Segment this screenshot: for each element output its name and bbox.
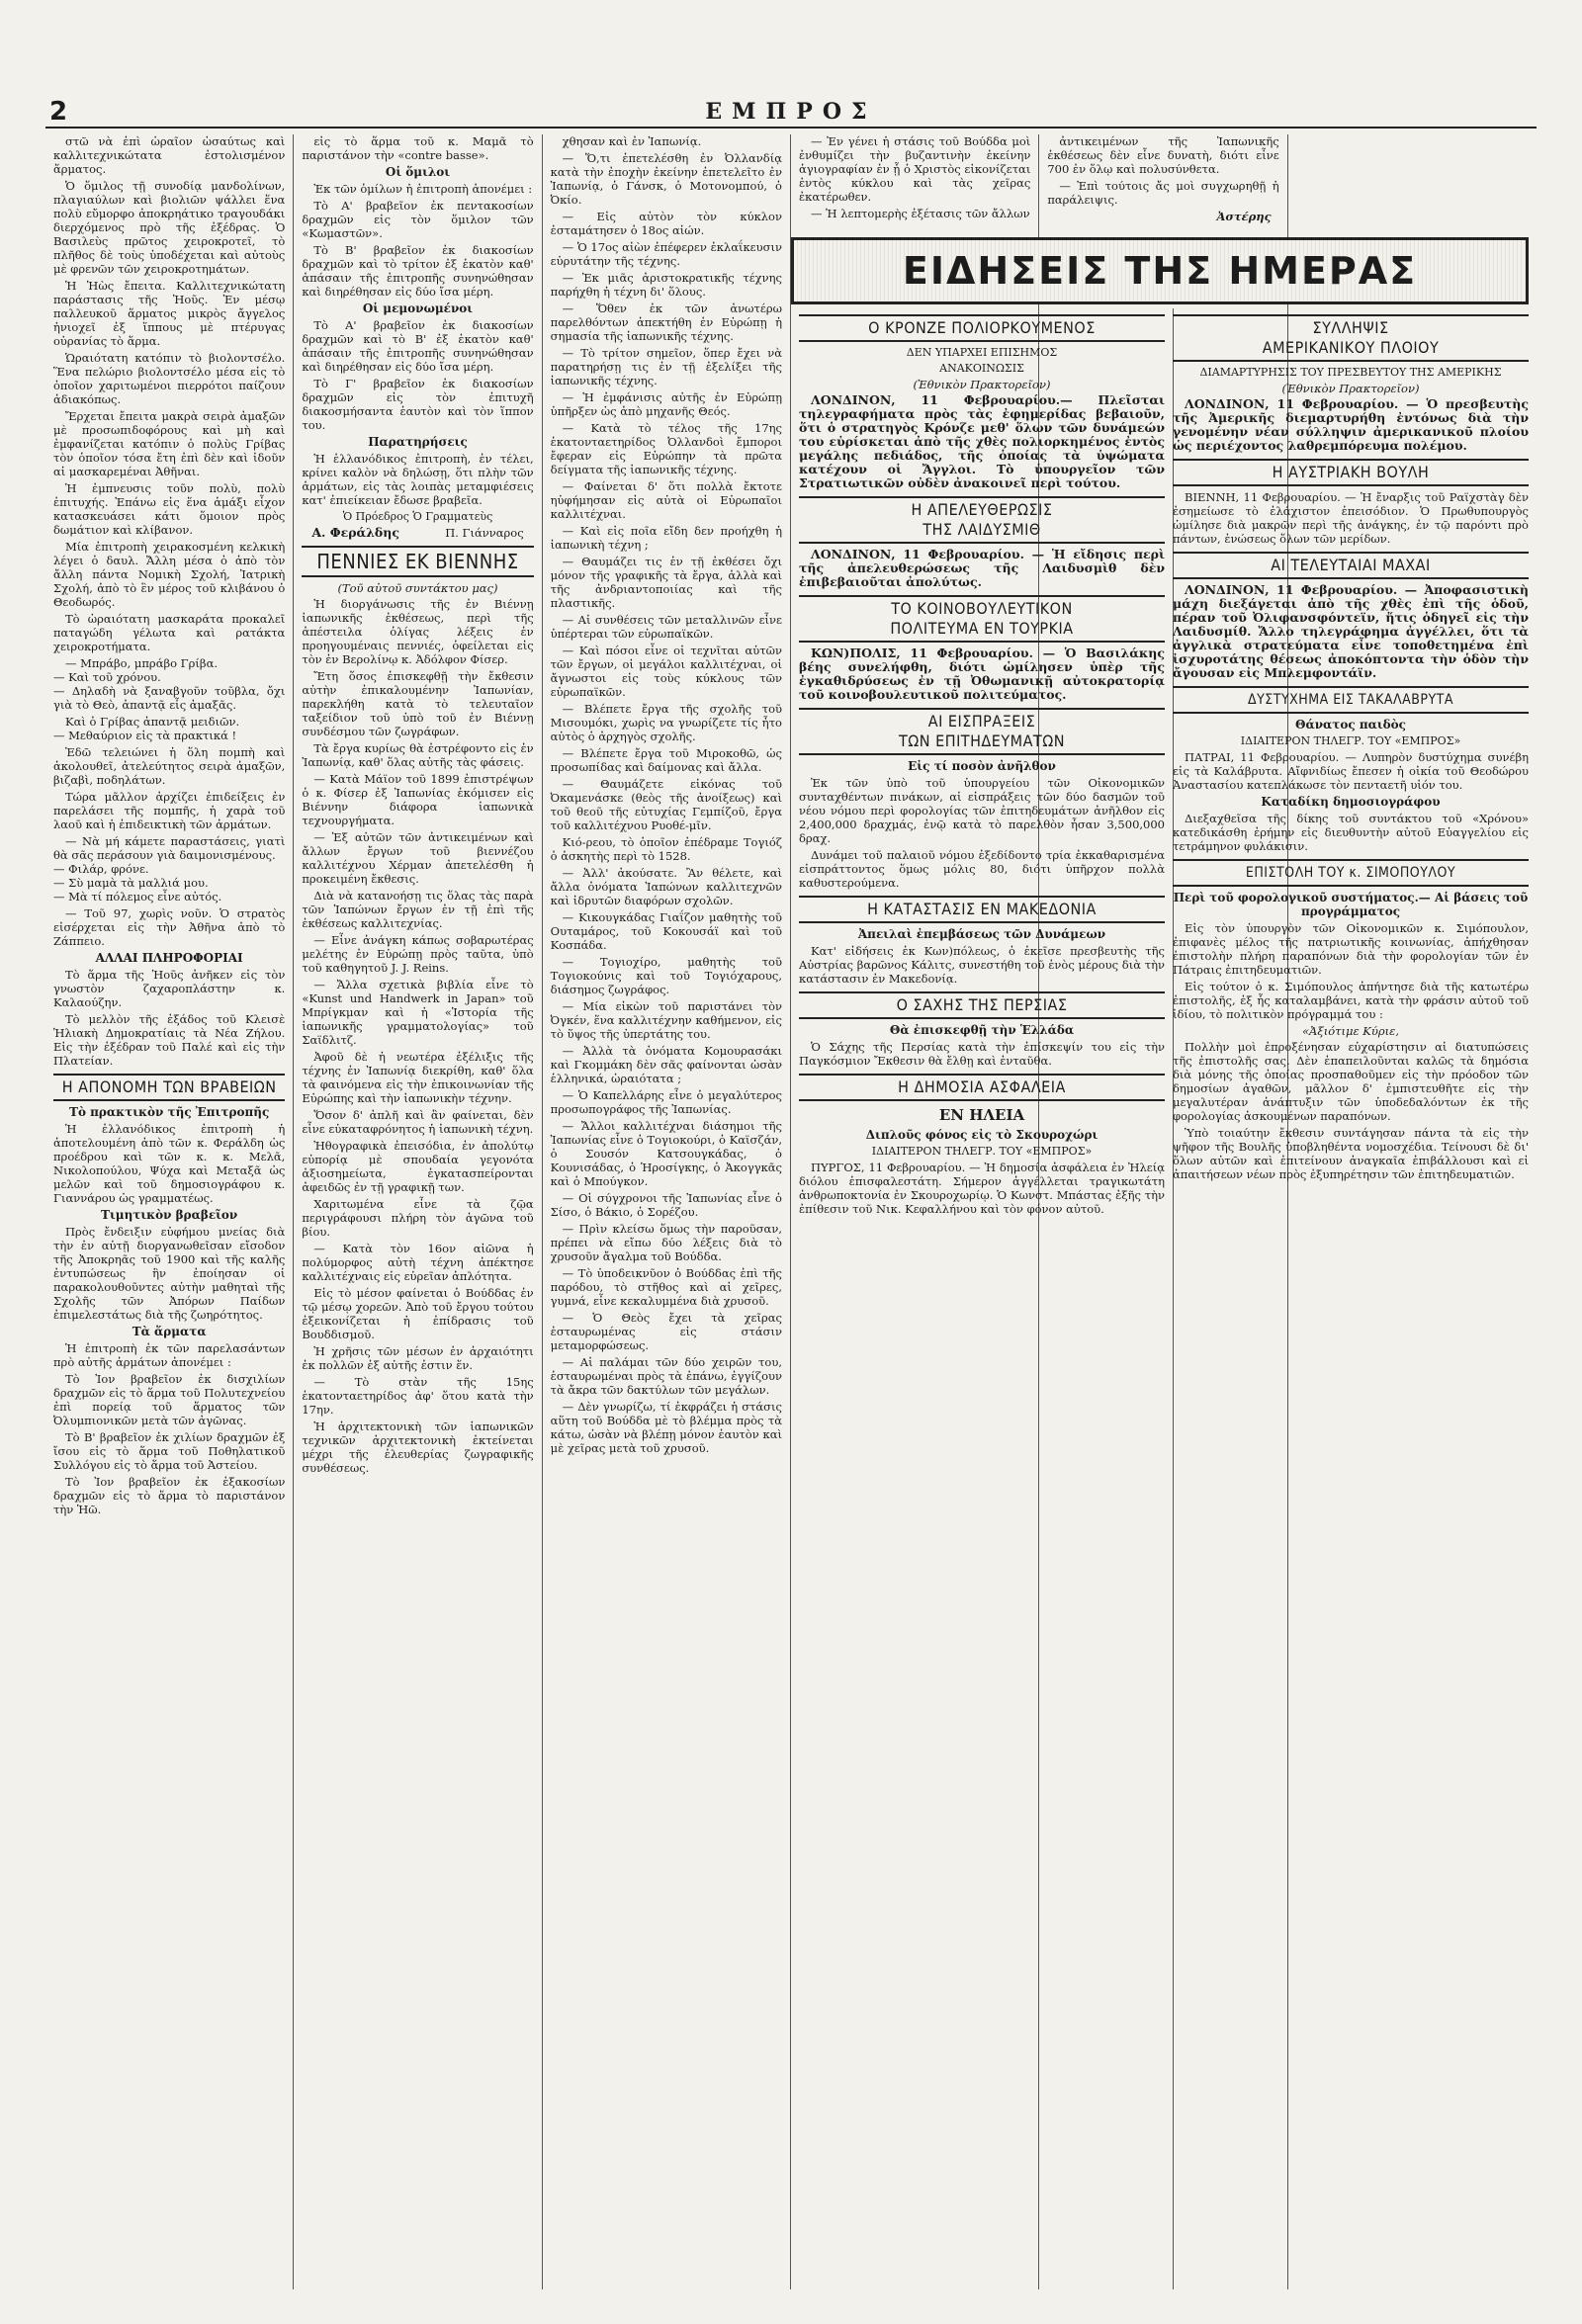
signatures — [302, 526, 533, 540]
paragraph: — Θαυμάζετε εἰκόνας τοῦ Ὀκαμενάσκε (θεὸς τῆς ἀνοίξεως) καὶ τοῦ θεοῦ τῆς εὐτυχίας Γεμπίζοῦ, ἔργα τοῦ καλλιτέχνου Ρυοθέ-μῖν. — [550, 777, 782, 832]
paragraph: — Εἰς αὐτὸν τὸν κύκλον ἐσταμάτησεν ὁ 18ος αἰών. — [550, 210, 782, 237]
paragraph: ΛΟΝΔΙΝΟΝ, 11 Φεβρουαρίου. — Ὁ πρεσβευτὴς τῆς Ἀμερικῆς διεμαρτυρήθη ἐντόνως διὰ τὴν γενομένην νέαν σύλληψιν ἀμερικανικοῦ πλοίου ὡς περιέχοντος λαθρεμπόρευμα πολέμου. — [1173, 396, 1529, 453]
headline-line: ΑΙ ΕΙΣΠΡΑΞΕΙΣ — [927, 712, 1036, 731]
paragraph: — Κατὰ Μάϊον τοῦ 1899 ἐπιστρέψων ὁ κ. Φίσερ ἐξ Ἰαπωνίας ἐκόμισεν εἰς Βιέννην διάφορα ἰαπωνικὰ τεχνουργήματα. — [302, 772, 534, 827]
paragraph: — Ὅ,τι ἐπετελέσθη ἐν Ὀλλανδίᾳ κατὰ τὴν ἐποχὴν ἐκείνην ἐπετελεῖτο ἐν Ἰαπωνίᾳ, ὁ Γάνσκ, ὁ Μοτονομπού, ὁ Ὀκίο. — [550, 151, 782, 207]
headline-line: ΤΩΝ ΕΠΙΤΗΔΕΥΜΑΤΩΝ — [899, 732, 1065, 750]
headline-letter: ΕΠΙΣΤΟΛΗ ΤΟΥ κ. ΣΙΜΟΠΟΥΛΟΥ — [1173, 859, 1529, 887]
paragraph: — Κατὰ τὸν 16ον αἰῶνα ἡ πολύμορφος αὐτὴ τέχνη ἀπέκτησε καλλιτέχναις εἰς εὐρεῖαν ἀπλότητα. — [302, 1242, 534, 1283]
paragraph: — Ἄλλοι καλλιτέχναι διάσημοι τῆς Ἰαπωνίας εἶνε ὁ Τογιοκούρι, ὁ Καϊσζάν, ὁ Σουσόν Κατσουγκάδας, ὁ Κουνισάδας, ὁ Ἡροσίγκης, ὁ Ἀκογγκᾶς καὶ ὁ Μπούγκον. — [550, 1119, 782, 1188]
paragraph: Τώρα μᾶλλον ἀρχίζει ἐπιδείξεις ἐν παρελάσει τῆς πομπῆς, ἡ χαρὰ τοῦ λαοῦ καὶ ἡ ἐπιδεικτικὴ τῶν ἁρμάτων. — [53, 790, 286, 831]
headline-bronze: Ο ΚΡΟΝΖΕ ΠΟΛΙΟΡΚΟΥΜΕΝΟΣ — [799, 314, 1165, 342]
paragraph: — Καὶ εἰς ποῖα εἴδη δεν προήχθη ἡ ἰαπωνικὴ τέχνη ; — [550, 524, 782, 552]
paragraph: ΠΥΡΓΟΣ, 11 Φεβρουαρίου. — Ἡ δημοσία ἀσφάλεια ἐν Ἠλείᾳ διόλου ἐπισφαλεστάτη. Σήμερον ἀγγέλλεται τραγικωτάτη ἀνθρωποκτονία ἐν Σκουροχωρίῳ. Ὁ Κωνστ. Μπάστας ἐξῆς τὴν ἐπίθεσιν τοῦ Νικ. Κεφαλλήνου καὶ τὸν φόνον αὐτοῦ. — [799, 1161, 1165, 1216]
paragraph: — Ἐκ μιᾶς ἀριστοκρατικῆς τέχνης παρήχθη ἡ τέχνη δι' ὅλους. — [550, 271, 782, 299]
paragraph: Ἔρχεται ἔπειτα μακρὰ σειρὰ ἀμαξῶν μὲ προσωπιδοφόρους καὶ μὴ καὶ ἐμφανίζεται κατόπιν ὁ πολὺς Γρίβας τὸν ὁποῖον τόσα ἔτη ἐπὶ δὲν καὶ ἰδοῦν αἱ μασκαρεμέναι Ἀθῆναι. — [53, 409, 286, 478]
paragraph: — Ἡ ἐμφάνισις αὐτῆς ἐν Εὐρώπῃ ὑπῆρξεν ὡς ἀπὸ μηχανῆς Θεός. — [550, 390, 782, 418]
signature-secretary: Π. Γιάνναρος — [445, 526, 524, 540]
paragraph: Διὰ νὰ κατανοήσῃ τις ὅλας τὰς παρὰ τῶν Ἰαπώνων ἔργων ἐν τῇ ἐπὶ τῆς ἐκθέσεως καλλιτεχνίας. — [302, 889, 534, 930]
headline-persia: Ο ΣΑΧΗΣ ΤΗΣ ΠΕΡΣΙΑΣ — [799, 991, 1165, 1019]
headline-macedonia: Η ΚΑΤΑΣΤΑΣΙΣ ΕΝ ΜΑΚΕΔΟΝΙΑ — [799, 896, 1165, 923]
paragraph: Ἔτη ὅσος ἐπισκεφθῇ τὴν ἔκθεσιν αὐτὴν ἐπικαλουμένην Ἰαπωνίαν, παρεκλήθη κατὰ τὸ τελευταῖον ταξείδιον τοῦ ὑπὸ τοῦ ἐν Βιέννῃ συνδέσμου τῶν ζωγράφων. — [302, 669, 534, 738]
paragraph: — Ὅθεν ἐκ τῶν ἀνωτέρω παρελθόντων ἀπεκτήθη ἐν Εὐρώπῃ ἡ σημασία τῆς ἰαπωνικῆς τέχνης. — [550, 301, 782, 343]
column-3 — [543, 134, 791, 2289]
page-number: 2 — [49, 97, 68, 127]
paragraph: — Ἐν γένει ἡ στάσις τοῦ Βούδδα μοὶ ἐνθυμίζει τὴν βυζαντινὴν ἐκείνην ἁγιογραφίαν ἐν ᾗ ὁ Χριστὸς εἰκονίζεται ἐντὸς κύκλου καὶ τὰς χεῖρας ἐκατέρωθεν. — [798, 134, 1031, 204]
paragraph: Ἐδῶ τελειώνει ἡ ὅλη πομπὴ καὶ ἀκολουθεῖ, ἀτελεύτητος σειρὰ ἀμαξῶν, βιζαβὶ, ποδηλάτων. — [53, 745, 286, 787]
paragraph: Ἡ ἀρχιτεκτονικὴ τῶν ἰαπωνικῶν τεχνικῶν ἀρχιτεκτονικὴ ἐκτείνεται μέχρι τῆς ἐλευθερίας ζωγραφικῆς συνθέσεως. — [302, 1420, 534, 1475]
paragraph: Τὸ Ἰον βραβεῖον ἐκ δισχιλίων δραχμῶν εἰς τὸ ἅρμα τοῦ Πολυτεχνείου ἐπὶ πορείᾳ τοῦ ἅρματος τῶν Ὀλυμπιονικῶν μετὰ τῶν ἀγῶνας. — [53, 1372, 286, 1427]
signature-roles: Ὁ Πρόεδρος Ὁ Γραμματεὺς — [342, 510, 493, 523]
paragraph: — Φαίνεται δ' ὅτι πολλὰ ἔκτοτε ηὐφήμησαν εἰς αὐτὰ οἱ Εὐρωπαῖοι καλλιτέχναι. — [550, 479, 782, 521]
headline-austrian-parliament: Η ΑΥΣΤΡΙΑΚΗ ΒΟΥΛΗ — [1173, 459, 1529, 486]
paragraph: — Τογιοχίρο, μαθητὴς τοῦ Τογιοκούνις καὶ τοῦ Τογιόχαρους, διάσημος ζωγράφος. — [550, 955, 782, 996]
headline-public-security: Η ΔΗΜΟΣΙΑ ΑΣΦΑΛΕΙΑ — [799, 1074, 1165, 1101]
paragraph: — Τοῦ 97, χωρὶς νοῦν. Ὁ στρατὸς εἰσέρχεται εἰς τὴν Ἀθῆνα ἀπὸ τὸ Ζάππειο. — [53, 906, 286, 948]
paragraph: — Ἐπὶ τούτοις ἄς μοὶ συγχωρηθῇ ἡ παράλειψις. — [1047, 179, 1279, 207]
paragraph: — Εἶνε ἀνάγκη κάπως σοβαρωτέρας μελέτης ἐν Εὐρώπῃ πρὸς ταῦτα, ὑπὸ τοῦ καθηγητοῦ J. J. Reins. — [302, 933, 534, 975]
signature-president: Α. Φεράλδης — [311, 525, 399, 540]
paragraph: Ἐκ τῶν ὁμίλων ἡ ἐπιτροπὴ ἀπονέμει : — [313, 182, 533, 196]
paragraph: — Αἱ παλάμαι τῶν δύο χειρῶν του, ἐσταυρωμέναι πρὸς τὰ ἐπάνω, ἐγγίζουν τὰ ἄκρα τῶν δακτύλων τῶν μεγάλων. — [550, 1355, 782, 1397]
newspaper-name: ΕΜΠΡΟΣ — [705, 99, 877, 125]
paragraph: — Ἀλλ' ἀκούσατε. Ἂν θέλετε, καὶ ἄλλα ὀνόματα Ἰαπώνων καλλιτεχνῶν καὶ ἱδρυτῶν διαφόρων σχολῶν. — [550, 866, 782, 907]
paragraph: — Αἱ συνθέσεις τῶν μεταλλινῶν εἶνε ὑπέρτεραι τῶν εὐρωπαϊκῶν. — [550, 613, 782, 641]
banner-news-of-the-day: ΕΙΔΗΣΕΙΣ ΤΗΣ ΗΜΕΡΑΣ — [791, 237, 1529, 304]
subheading-chariots: Τὰ ἅρματα — [132, 1325, 207, 1338]
paragraph: — Ὁ Καπελλάρης εἶνε ὁ μεγαλύτερος προσωπογράφος τῆς Ἰαπωνίας. — [550, 1088, 782, 1116]
headline-last-battles: ΑΙ ΤΕΛΕΥΤΑΙΑΙ ΜΑΧΑΙ — [1173, 552, 1529, 579]
subheading-committee-minutes: Τὸ πρακτικὸν τῆς Ἐπιτροπῆς — [69, 1105, 270, 1119]
paragraph: Χαριτωμένα εἶνε τὰ ζῷα περιγράφουσι πλήρη τὸν ἀγῶνα τοῦ βίου. — [302, 1197, 534, 1239]
subheading: ΑΝΑΚΟΙΝΩΣΙΣ — [939, 362, 1024, 375]
letter-salutation: «Ἀξιότιμε Κύριε, — [1302, 1024, 1399, 1038]
headline-ladysmith — [799, 496, 1165, 544]
paragraph: Εἰς τὸν ὑπουργὸν τῶν Οἰκονομικῶν κ. Σιμόπουλον, ἐπιφανὲς μέλος τῆς πατριωτικῆς κοινωνίας, ἀπήχθησαν ἐπιστολὴν πλήρη παραπόνων διὰ τὴν φορολογίαν τῶν ἐν Πάτραις ἐπιτηδευματιῶν. — [1173, 921, 1529, 977]
paragraph: — Μία εἰκὼν τοῦ παριστάνει τὸν Ὀγκέν, ἕνα καλλιτέχνην καθήμενον, εἰς τὸ ὕψος τῆς ὑπερτάτης του. — [550, 999, 782, 1041]
paragraph: Ὁ Σάχης τῆς Περσίας κατὰ τὴν ἐπίσκεψίν του εἰς τὴν Παγκόσμιον Ἔκθεσιν θὰ ἔλθῃ καὶ ἐνταῦθα. — [799, 1040, 1165, 1068]
headline-turkey — [799, 595, 1165, 643]
paragraph: — Κικουγκάδας Γιαΐζον μαθητὴς τοῦ Ουταμάρος, τοῦ Κοκουσάϊ καὶ τοῦ Κοσπάδα. — [550, 910, 782, 952]
paragraph: — Ἡ λεπτομερὴς ἐξέτασις τῶν ἄλλων — [810, 207, 1030, 220]
paragraph: Ἡθογραφικὰ ἐπεισόδια, ἐν ἀπολύτῳ εὐπορίᾳ μὲ σπουδαία γεγονότα ἀξιοσημείωτα, ἐγκατασπείρονται ἀφειδῶς ἐν τῇ γραφικῇ των. — [302, 1139, 534, 1194]
paragraph: Πρὸς ἔνδειξιν εὐφήμου μνείας διὰ τὴν ἐν αὐτῇ διοργανωθεῖσαν εἴσοδον τῆς Ἀποκρηᾶς τοῦ 1900 καὶ τῆς καλῆς ἐντυπώσεως ἣν ἐποίησαν οἱ παρακολουθοῦντες αὐτὴν μαθηταὶ τῆς Σχολῆς τῶν Ἀπόρων Παίδων ἐπιμελεστάτως διὰ τῆς ζωηρότητος. — [53, 1225, 286, 1322]
headline-line: ΤΟ ΚΟΙΝΟΒΟΥΛΕΥΤΙΚΟΝ — [891, 599, 1073, 618]
paragraph: — Ὁ 17ος αἰὼν ἐπέφερεν ἐκλαΐκευσιν εὐρυτάτην τῆς τέχνης. — [550, 240, 782, 268]
paragraph: — Δὲν γνωρίζω, τί ἐκφράζει ἡ στάσις αὕτη τοῦ Βούδδα μὲ τὸ βλέμμα πρὸς τὰ κάτω, ὡσὰν νὰ βλέπῃ μόνον ἑαυτὸν καὶ μὲ χεῖρας μετὰ τοῦ χρυσοῦ. — [550, 1400, 782, 1455]
source-credit: ΙΔΙΑΙΤΕΡΟΝ ΤΗΛΕΓΡ. ΤΟΥ «ΕΜΠΡΟΣ» — [871, 1145, 1093, 1158]
byline: (Τοῦ αὐτοῦ συντάκτου μας) — [337, 581, 498, 595]
paragraph: Ἡ διοργάνωσις τῆς ἐν Βιέννῃ ἰαπωνικῆς ἐκθέσεως, περὶ τῆς ἀπέστειλα ὀλίγας λέξεις ἐν προηγουμέναις πεννιές, ὀφείλεται εἰς τὸν ἐν Βερολίνῳ κ. Ἀδόλφον Φίσερ. — [302, 597, 534, 666]
column-2 — [294, 134, 542, 2289]
paragraph: Ἡ χρῆσις τῶν μέσων ἐν ἀρχαιότητι ἐκ πολλῶν ἐξ αὐτῆς ἐστιν ἕν. — [302, 1344, 534, 1372]
agency-credit: (Ἑθνικὸν Πρακτορεῖον) — [913, 378, 1051, 391]
paragraph: Ἡ ἐπιτροπὴ ἐκ τῶν παρελασάντων πρὸ αὐτῆς ἁρμάτων ἀπονέμει : — [53, 1341, 286, 1369]
paragraph: Πολλὴν μοὶ ἐπροξένησαν εὐχαρίστησιν αἱ διατυπώσεις τῆς ἐπιστολῆς σας. Δὲν ἐπαπειλοῦνται καλῶς τὰ δημόσια διὰ μόνης τῆς ὁποίας προσπαθοῦμεν εἰς τὴν πρόοδον τῶν δημοσίων ἀγαθῶν, μᾶλλον δ' ἐμπιστευθῆτε εἰς τὴν μεγαλυτέραν ἀνάπτυξιν τῶν ὑποδεδαλόντων ἐκ τῆς φορολογίας ἀσκουμένων παραπόνων. — [1173, 1040, 1529, 1123]
paragraph: — Καὶ πόσοι εἶνε οἱ τεχνῖται αὐτῶν τῶν ἔργων, οἱ μεγάλοι καλλιτέχναι, οἱ ἄγνωστοι εἰς τοὺς κύκλους τῶν εὐρωπαϊκῶν. — [550, 644, 782, 699]
paragraph: ἀντικειμένων τῆς Ἰαπωνικῆς ἐκθέσεως δὲν εἶνε δυνατὴ, διότι εἶνε 700 ἐν ὅλῳ καὶ πολυσύνθετα. — [1047, 134, 1279, 176]
paragraph: — Βλέπετε ἔργα τῆς σχολῆς τοῦ Μισουμόκι, χωρὶς να γνωρίζετε τίς ἦτο αὐτὸς ὁ ἀρχηγὸς σχολῆς. — [550, 702, 782, 743]
paragraph: Ἐκ τῶν ὑπὸ τοῦ ὑπουργείου τῶν Οἰκονομικῶν συνταχθέντων πινάκων, αἱ εἰσπράξεις τῶν δύο δασμῶν τοῦ νέου νόμου περὶ φορολογίας τῶν ἐπιτηδευμάτων ἀνῆλθον εἰς 2,400,000 δραχμάς, ἐνῷ κατὰ τὸ παρελθὸν ἦσαν 3,500,000 δραχ. — [799, 776, 1165, 845]
headline-place: ΕΝ ΗΛΕΙΑ — [938, 1106, 1025, 1124]
news-column-left — [791, 308, 1174, 2289]
headline-ship-seizure — [1173, 314, 1529, 362]
paragraph: ΛΟΝΔΙΝΟΝ, 11 Φεβρουαρίου. — Ἡ εἴδησις περὶ τῆς ἀπελευθερώσεως τῆς Λαιδυσμὶθ δὲν ἐπιβεβαιοῦται ἀπολύτως. — [799, 547, 1165, 589]
paragraph: Ὅσον δ' ἀπλῆ καὶ ἂν φαίνεται, δὲν εἶνε εὐκαταφρόνητος ἡ ἰαπωνικὴ τέχνη. — [302, 1108, 534, 1136]
paragraph: — Ἐξ αὐτῶν τῶν ἀντικειμένων καὶ ἄλλων ἔργων τοῦ βιεννέζου καλλιτέχνου Χέρμαν ἀπετελέσθη ἡ προκειμένη ἔκθεσις. — [302, 830, 534, 886]
author-signature: Ἀστέρης — [1216, 210, 1272, 223]
masthead — [45, 97, 1537, 129]
subheading: ΔΕΝ ΥΠΑΡΧΕΙ ΕΠΙΣΗΜΟΣ — [906, 346, 1058, 359]
subheading: Περὶ τοῦ φορολογικοῦ συστήματος.— Αἱ βάσεις τοῦ προγράμματος — [1173, 891, 1529, 918]
paragraph: Ὁ ὅμιλος τῇ συνοδίᾳ μανδολίνων, πλαγιαύλων καὶ βιολιῶν ψάλλει ἕνα πολὺ εὔμορφο ἀποκρηάτικο τραγουδάκι διερχόμενος πρὸ τῆς ἐξέδρας. Ὁ Βασιλεὺς πρῶτος χειροκροτεῖ, τὸ πλῆθος δὲ τοὺς ὑποδέχεται καὶ αὐτοὺς μὲ φρενῶν τῶν χειροκροτημάτων. — [53, 179, 286, 276]
subheading: Θάνατος παιδὸς — [1295, 718, 1406, 732]
paragraph: Κατ' εἰδήσεις ἐκ Κων)πόλεως, ὁ ἐκεῖσε πρεσβευτὴς τῆς Αὐστρίας βαρῶνος Κάλιτς, συνεστήθη τοῦ ἑνὸς μέρους διὰ τὴν κατάστασιν ἐν Μακεδονίᾳ. — [799, 944, 1165, 986]
headline-accident: ΔΥΣΤΥΧΗΜΑ ΕΙΣ ΤΑΚΑΛΑΒΡΥΤΑ — [1173, 686, 1529, 714]
paragraph: — Τὸ ὑποδεικνῦον ὁ Βούδδας ἐπὶ τῆς παρόδου, τὸ στῆθος καὶ αἱ χεῖρες, γυμνά, εἶνε κεκαλυμμένα διὰ χρυσοῦ. — [550, 1266, 782, 1308]
subheading: Θὰ ἐπισκεφθῇ τὴν Ἑλλάδα — [889, 1023, 1075, 1037]
subheading: Καταδίκη δημοσιογράφου — [1261, 795, 1441, 809]
paragraph: — Νὰ μή κάμετε παραστάσεις, γιατὶ θὰ σᾶς περάσουν γιὰ δαιμονισμένους. — Φιλάρ, φρόνε. — Σὺ μαμὰ τὰ μαλλιά μου. — Μὰ τί πόλεμος εἶνε αὐτός. — [53, 834, 286, 904]
paragraph: — Τὸ τρίτον σημεῖον, ὅπερ ἔχει νὰ παρατηρήσῃ τις ἐν τῇ ἐξελίξει τῆς ἰαπωνικῆς τέχνης. — [550, 346, 782, 387]
subheading: Εἰς τί ποσὸν ἀνῆλθον — [908, 759, 1056, 773]
headline-line: ΣΥΛΛΗΨΙΣ — [1312, 318, 1389, 337]
column-1 — [45, 134, 294, 2289]
paragraph: Ἡ Ἡὼς ἔπειτα. Καλλιτεχνικώτατη παράστασις τῆς Ἠοῦς. Ἐν μέσῳ παλλευκοῦ ἅρματος μικρὸς ἄγγελος ἡνιοχεῖ ἐξ ἵππους μὲ πτέρυγας οὐρανίας τὸ ἅρμα. — [53, 279, 286, 348]
paragraph: στῶ νὰ ἐπὶ ὡραῖον ὡσαύτως καὶ καλλιτεχνικώτατα ἐστολισμένον ἅρματος. — [53, 134, 286, 176]
subheading: ΔΙΑΜΑΡΤΥΡΗΣΙΣ ΤΟΥ ΠΡΕΣΒΕΥΤΟΥ ΤΗΣ ΑΜΕΡΙΚΗΣ — [1199, 366, 1502, 379]
paragraph: Ὑπὸ τοιαύτην ἔκθεσιν συντάγησαν πάντα τὰ εἰς τὴν ψῆφον τῆς Βουλῆς ὑποβληθέντα νομοσχέδια. Τείνουσι δὲ δι' ὅλων αὐτῶν καὶ ἐπιτείνουν ἀναγκαῖα ἐπιβάλλουσι καὶ εἰ ἀπαιτήσεων νέων πρὸς ἐξυπηρέτησιν τῶν ἐπιτηδευματιῶν. — [1173, 1126, 1529, 1181]
source-credit: ΙΔΙΑΙΤΕΡΟΝ ΤΗΛΕΓΡ. ΤΟΥ «ΕΜΠΡΟΣ» — [1240, 734, 1461, 747]
paragraph: Καὶ ὁ Γρίβας ἀπαντᾷ μειδιῶν. — Μεθαύριον εἰς τὰ πρακτικά ! — [53, 715, 240, 742]
section-title-other-info: ΑΛΛΑΙ ΠΛΗΡΟΦΟΡΙΑΙ — [95, 951, 243, 965]
paragraph: Τὸ μελλὸν τῆς ἐξάδος τοῦ Κλεισὲ Ἡλιακὴ Δημοκρατίαις τὰ Νέα Ζήλου. Εἰς τὴν ἐξέδραν τοῦ Παλέ καὶ εἰς τὴν Πλατείαν. — [53, 1012, 286, 1068]
paragraph: Τὰ ἔργα κυρίως θὰ ἐστρέφοντο εἰς ἐν Ἰαπωνίᾳ, καθ' ὅλας αὐτῆς τὰς φάσεις. — [302, 741, 534, 769]
headline-award-distribution: Η ΑΠΟΝΟΜΗ ΤΩΝ ΒΡΑΒΕΙΩΝ — [53, 1074, 285, 1101]
paragraph: — Οἱ σύγχρονοι τῆς Ἰαπωνίας εἶνε ὁ Σίσο, ὁ Βάκιο, ὁ Σορέζου. — [550, 1191, 782, 1219]
paragraph: ΛΟΝΔΙΝΟΝ, 11 Φεβρουαρίου. — Ἀποφασιστικὴ μάχη διεξάγεται ἀπὸ τῆς χθὲς ἐπὶ τῆς ὁδοῦ, πέραν τοῦ Ὀλιφανσφόντεϊν, ἥτις ὁδηγεῖ εἰς τὴν Λαιδυσμίθ. Ἄλλο τηλεγράφημα ἀγγέλλει, ὅτι τὰ ἀγγλικὰ στρατεύματα εἶνε τοποθετημένα ἐπὶ ἰσχυροτάτης θέσεως ἀποκόπτοντα τὴν ὁδὸν τὴν ἄγουσαν εἰς Μπλεμφοντάϊν. — [1173, 582, 1529, 680]
paragraph: Ἡ ἐμπνευσις τοῦν πολὺ, πολὺ ἐπιτυχής. Ἐπάνω εἰς ἕνα ἁμάξι εἶχον κατασκευάσει κάτι ὅμοιον πρὸς δωμάτιον καὶ κλίβανον. — [53, 481, 286, 537]
subheading-individuals: Οἱ μεμονωμένοι — [362, 301, 474, 315]
paragraph: εἰς τὸ ἅρμα τοῦ κ. Μαμᾶ τὸ παριστάνον τὴν «contre basse». — [302, 134, 534, 162]
news-column-right — [1165, 308, 1537, 2289]
paragraph: Μία ἐπιτροπὴ χειρακοσμένη κελκικὴ λέγει ὁ δαυλ. Ἄλλη μέσα ὁ ἀπὸ τὸν ἄλλη πάντα Νομικὴ Σχολή, Ἰατρικὴ Σχολή, ἀπὸ τὸ ἓν μέρος τοῦ κλιβάνου ὁ Θεοδωρός. — [53, 540, 286, 609]
paragraph: Εἰς τούτον ὁ κ. Σιμόπουλος ἀπήντησε διὰ τῆς κατωτέρω ἐπιστολῆς, ἐξ ἧς καταλαμβάνει, κατὰ τὴν φράσιν αὐτοῦ τοῦ ἰδίου, τὸ πολιτικὸν πρόγραμμά του : — [1173, 980, 1529, 1021]
paragraph: — Τὸ στὰν τῆς 15ης ἑκατονταετηρίδος ἀφ' ὅτου κατὰ τὴν 17ην. — [302, 1375, 534, 1417]
paragraph: Τὸ ἅρμα τῆς Ἠοῦς ἀνῆκεν εἰς τὸν γνωστὸν ζαχαροπλάστην κ. Καλαούζην. — [53, 968, 286, 1009]
paragraph: ΠΑΤΡΑΙ, 11 Φεβρουαρίου. — Λυπηρὸν δυστύχημα συνέβη εἰς τὰ Καλάβρυτα. Αἴφνιδίως ἔπεσεν ἡ οἰκία τοῦ Θεοδώρου Ἀναστασίου κατεπλάκωσε τὸν πενταετῆ υἱόν του. — [1173, 750, 1529, 792]
paragraph: χθησαν καὶ ἐν Ἰαπωνίᾳ. — [562, 134, 702, 148]
agency-credit: (Ἑθνικὸν Πρακτορεῖον) — [1281, 382, 1420, 395]
paragraph: Τὸ ὡραιότατη μασκαράτα προκαλεῖ παταγώδη γέλωτα καὶ ρατάκτα χειροκροτήματα. — [53, 612, 286, 653]
subheading: Ἀπειλαὶ ἐπεμβάσεως τῶν Δυνάμεων — [857, 927, 1106, 941]
paragraph: Τὸ Α' βραβεῖον ἐκ διακοσίων δραχμῶν καὶ τὸ Β' ἐξ ἑκατὸν καθ' ἁπάσαιν τῆς ἐπιτροπῆς συνηνώθησαν καὶ διηρέθησαν εἰς δύο ἴσα μέρη. — [302, 318, 534, 374]
paragraph: — Μπράβο, μπράβο Γρίβα. — Καὶ τοῦ χρόνου. — Δηλαδὴ νὰ ξαναβγοῦν τοῦβλα, ὄχι γιὰ τὸ Θεὸ, ἀπαντᾷ εἷς ἀμαξᾶς. — [53, 656, 286, 712]
paragraph: ΒΙΕΝΝΗ, 11 Φεβρουαρίου. — Ἡ ἔναρξις τοῦ Ραϊχστὰγ δὲν ἐσημείωσε τὸ ἐλάχιστον ἐπεισόδιον. Ὁ Πρωθυπουργὸς ὡμίλησε διὰ μακρῶν περὶ τῆς ἀνάγκης, ἐν τῷ παρόντι πρὸ πάντων, ἑνώσεως ὅλων τῶν μερίδων. — [1173, 490, 1529, 546]
headline-line: ΤΗΣ ΛΑΙΔΥΣΜΙΘ — [923, 520, 1041, 539]
headline-vienna: ΠΕΝΝΙΕΣ ΕΚ ΒΙΕΝΝΗΣ — [302, 546, 533, 577]
paragraph: — Ἄλλα σχετικὰ βιβλία εἶνε τὸ «Kunst und Handwerk in Japan» τοῦ Μπρίγκμαν καὶ ἡ «Ἱστορία τῆς ἰαπωνικῆς γραμματολογίας» τοῦ Σαϊδλιτζ. — [302, 978, 534, 1047]
paragraph: Διεξαχθεῖσα τῆς δίκης τοῦ συντάκτου τοῦ «Χρόνου» κατεδικάσθη ἐρήμην εἰς διευθυντὴν αὐτοῦ Εὐαγγελίου εἰς τετράμηνον φυλάκισιν. — [1173, 812, 1529, 853]
paragraph: Εἰς τὸ μέσον φαίνεται ὁ Βούδδας ἐν τῷ μέσῳ χορεῶν. Ἀπὸ τοῦ ἔργου τούτου ἐξεικονίζεται ἡ ἐπίδρασις τοῦ Βουδδισμοῦ. — [302, 1286, 534, 1341]
paragraph: Ἀφοῦ δὲ ἡ νεωτέρα ἐξέλιξις τῆς τέχνης ἐν Ἰαπωνίᾳ διεκρίθη, καθ' ὅλα τὰ φαινόμενα εἰς τὴν ἐπικοινωνίαν τῆς Εὐρώπης καὶ τὴν ἰαπωνικὴν τέχνην. — [302, 1050, 534, 1105]
paragraph: Τὸ Ἰον βραβεῖον ἐκ ἑξακοσίων δραχμῶν εἰς τὸ ἅρμα τὸ παριστάνον τὴν Ἡῶ. — [53, 1475, 286, 1516]
paragraph: Ὡραιότατη κατόπιν τὸ βιολοντσέλο. Ἕνα πελώριο βιολοντσέλο μέσα εἰς τὸ ὁποῖον χαριτωμένοι πιερρότοι παίζουν ἀδιακόπως. — [53, 351, 286, 406]
paragraph: Κιό-ρεου, τὸ ὁποῖον ἐπέδραμε Τογιόζ ὁ ἀσκητὴς περὶ τὸ 1528. — [550, 835, 782, 863]
paragraph: Δυνάμει τοῦ παλαιοῦ νόμου ἐξεδίδοντο τρία ἐκκαθαρισμένα εἰσπράττοντος ὅμως μόλις 80, διότι ὑπῆρχον πολλὰ καθυστερούμενα. — [799, 848, 1165, 890]
paragraph: Τὸ Α' βραβεῖον ἐκ πεντακοσίων δραχμῶν εἰς τὸν ὅμιλον τῶν «Κωμαστῶν». — [302, 199, 534, 240]
paragraph: — Βλέπετε ἔργα τοῦ Μιροκοθῶ, ὡς προσωπίδας καὶ δαίμονας καὶ ἄλλα. — [550, 746, 782, 774]
paragraph: Τὸ Γ' βραβεῖον ἐκ διακοσίων δραχμῶν εἰς τὸν ἐπιτυχῆ διακοσμήσαντα ἑαυτὸν καὶ τὸν ἵππον του. — [302, 377, 534, 432]
paragraph: — Ἀλλὰ τὰ ὀνόματα Κομουρασάκι καὶ Γκομμάκη δὲν σᾶς φαίνονται ὡσὰν ἑλληνικά, ὡραιότατα ; — [550, 1044, 782, 1085]
subheading-groups: Οἱ ὅμιλοι — [385, 165, 451, 179]
subheading: Διπλοῦς φόνος εἰς τὸ Σκουροχώρι — [865, 1128, 1099, 1142]
headline-line: ΑΜΕΡΙΚΑΝΙΚΟΥ ΠΛΟΙΟΥ — [1262, 338, 1440, 357]
headline-line: Η ΑΠΕΛΕΥΘΕΡΩΣΙΣ — [911, 500, 1053, 519]
paragraph: Τὸ Β' βραβεῖον ἐκ χιλίων δραχμῶν ἐξ ἴσου εἰς τὸ ἅρμα τοῦ Ποθηλατικοῦ Συλλόγου εἰς τὸ ἅρμα τοῦ Ἀστείου. — [53, 1430, 286, 1472]
subheading-remarks: Παρατηρήσεις — [368, 435, 468, 449]
paragraph: — Κατὰ τὸ τέλος τῆς 17ης ἑκατονταετηρίδος Ὀλλανδοὶ ἔμποροι ἔφεραν εἰς Εὐρώπην τὰ πρῶτα δείγματα τῆς ἰαπωνικῆς τέχνης. — [550, 421, 782, 476]
paragraph: — Ὁ Θεὸς ἔχει τὰ χεῖρας ἐσταυρωμένας εἰς στάσιν μεταμορφώσεως. — [550, 1311, 782, 1352]
paragraph: Ἡ ἑλλανόδικος ἐπιτροπὴ ἡ ἀποτελουμένη ἀπὸ τῶν κ. Φεράλδη ὡς προέδρου καὶ τῶν κ. κ. Μελᾶ, Νικολοπούλου, Ψύχα καὶ Μεταξᾶ ὡς μελῶν καὶ τοῦ δημοσιογράφου κ. Γιαννάρου ὡς γραμματέως. — [53, 1122, 286, 1205]
day-news-section — [791, 237, 1537, 2289]
paragraph: ΚΩΝ)ΠΟΛΙΣ, 11 Φεβρουαρίου. — Ὁ Βασιλάκης βέης συνελήφθη, διότι ὡμίλησεν ὑπὲρ τῆς ἐγκαθιδρύσεως ἐν τῇ Ὀθωμανικῇ αὐτοκρατορίᾳ τοῦ κοινοβουλευτικοῦ πολιτεύματος. — [799, 646, 1165, 702]
paragraph: — Θαυμάζει τις ἐν τῇ ἐκθέσει ὄχι μόνον τῆς γραφικῆς τὰ ἔργα, ἀλλὰ καὶ τῆς ἀνδριαντοποιίας καὶ τῆς πλαστικῆς. — [550, 555, 782, 610]
headline-tax-receipts — [799, 708, 1165, 755]
paragraph: — Πρὶν κλείσω ὅμως τὴν παροῦσαν, πρέπει νὰ εἴπω δύο λέξεις διὰ τὸ χρυσοῦν ἄγαλμα τοῦ Βούδδα. — [550, 1222, 782, 1263]
headline-line: ΠΟΛΙΤΕΥΜΑ ΕΝ ΤΟΥΡΚΙΑ — [890, 619, 1074, 638]
subheading-honorary-award: Τιμητικὸν βραβεῖον — [101, 1208, 238, 1222]
paragraph: ΛΟΝΔΙΝΟΝ, 11 Φεβρουαρίου.— Πλεῖσται τηλεγραφήματα πρὸς τὰς ἐφημερίδας βεβαιοῦν, ὅτι ὁ στρατηγὸς Κρόνζε μεθ' ὅλων τῶν δυνάμεών του εὑρίσκεται ἀπὸ τῆς χθὲς πολιορκημένος ἐντὸς μεγάλης πεδιάδος, τῆς ὁποίας τὰ ὑψώματα κατέχουν οἱ Ἄγγλοι. Τὸ ὑπουργεῖον τῶν Στρατιωτικῶν οὐδὲν ἀνακοινεῖ περὶ τούτου. — [799, 392, 1165, 490]
paragraph: Ἡ ἑλλανόδικος ἐπιτροπὴ, ἐν τέλει, κρίνει καλὸν νὰ δηλώσῃ, ὅτι πλὴν τῶν ἁρμάτων, εἰς τὰς λοιπὰς μεταμφιέσεις κατ' ἐπιείκειαν ἔδωσε βραβεῖα. — [302, 452, 534, 507]
paragraph: Τὸ Β' βραβεῖον ἐκ διακοσίων δραχμῶν καὶ τὸ τρίτον ἐξ ἑκατὸν καθ' ἁπάσαιν τῆς ἐπιτροπῆς συνηνώθησαν καὶ διηρέθησαν εἰς δύο ἴσα μέρη. — [302, 243, 534, 299]
